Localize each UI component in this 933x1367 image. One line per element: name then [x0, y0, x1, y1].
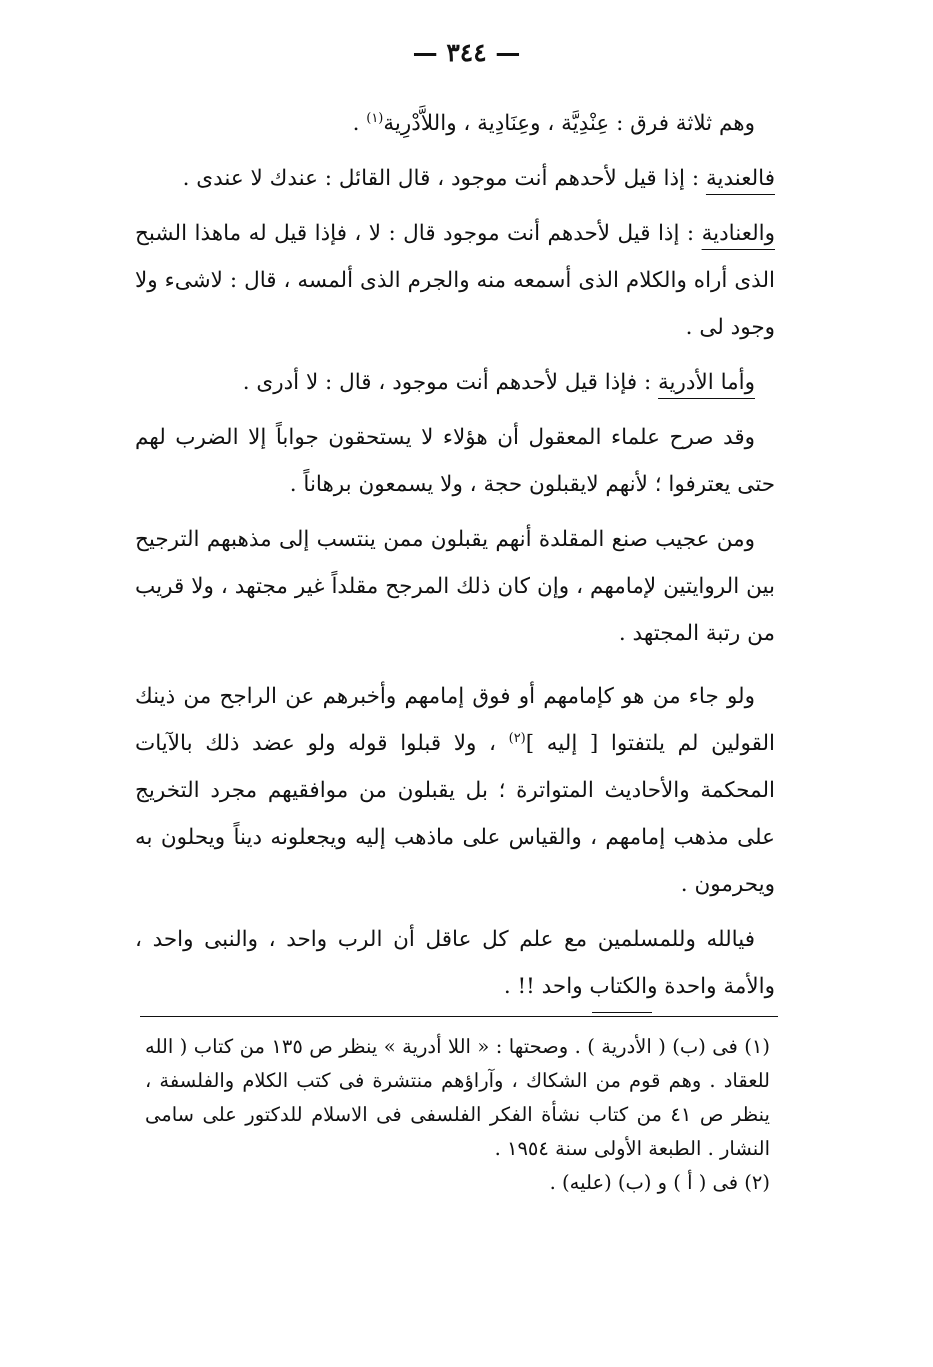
- paragraph-end: .: [352, 111, 367, 136]
- paragraph-sects: [135, 100, 775, 147]
- footnote-ref: (١): [366, 110, 384, 126]
- paragraph-text: : إذا قيل لأحدهم أنت موجود قال : لا ، فإذا قيل له ماهذا الشبح الذى أراه والكلام الذى أسمعه منه والجرم الذى ألمسه ، قال : لاشىء ولا وجود لى .: [135, 221, 775, 340]
- term-heading: والعنادية: [701, 221, 775, 246]
- paragraph-closing: فيالله وللمسلمين مع علم كل عاقل أن الرب واحد ، والنبى واحد ، والأمة واحدة والكتاب واحد !! .: [135, 927, 775, 999]
- footnote-2: (٢) فى ( أ ) و (ب) (عليه) .: [549, 1171, 770, 1194]
- footnotes: [145, 1030, 770, 1200]
- paragraph-text: ولو جاء من هو كإمامهم أو فوق إمامهم وأخبرهم عن الراجح من ذينك القولين لم يلتفتوا [ إليه ]: [135, 684, 775, 756]
- footnote-ref: (٢): [508, 730, 526, 746]
- paragraph-text: وهم ثلاثة فرق : عِنْدِيَّة ، وعِنَادِية ، واللاَّدْرِية: [383, 111, 755, 136]
- term-heading: وأما الأدرية: [658, 370, 755, 395]
- term-heading: فالعندية: [705, 166, 775, 191]
- footnote-divider: [140, 1016, 778, 1017]
- paragraph-imam: [135, 673, 775, 908]
- paragraph-scholars: وقد صرح علماء المعقول أن هؤلاء لا يستحقون جواباً إلا الضرب لهم حتى يعترفوا ؛ لأنهم لايقبلون حجة ، ولا يسمعون برهاناً .: [135, 425, 775, 497]
- footnote-1: (١) فى (ب) ( الأدرية ) . وصحتها : « اللا أدرية » ينظر ص ١٣٥ من كتاب ( الله للعقاد . وهم قوم من الشكاك ، وآراؤهم منتشرة فى كتب الكلام والفلسفة ، ينظر ص ٤١ من كتاب نشأة الفكر الفلسفى فى الاسلام للدكتور على سامى النشار . الطبعة الأولى سنة ١٩٥٤ .: [145, 1035, 770, 1160]
- paragraph-text: : إذا قيل لأحدهم أنت موجود ، قال القائل : عندك لا عندى .: [182, 166, 706, 191]
- main-text: [135, 100, 775, 1010]
- footnote-divider-short: [592, 1012, 652, 1013]
- paragraph-text: : فإذا قيل لأحدهم أنت موجود ، قال : لا أدرى .: [242, 370, 659, 395]
- paragraph-end: ، ولا قبلوا قوله ولو عضد ذلك بالآيات المحكمة والأحاديث المتواترة ؛ بل يقبلون من موافقيهم مجرد التخريج على مذهب إمامهم ، والقياس على ماذهب إليه ويجعلونه ديناً ويحلون به ويحرمون .: [135, 731, 775, 897]
- page-number: — ٣٤٤ —: [412, 38, 521, 67]
- paragraph-imitators: ومن عجيب صنع المقلدة أنهم يقبلون ممن ينتسب إلى مذهبهم الترجيح بين الروايتين لإمامهم ، وإن كان ذلك المرجح مقلداً غير مجتهد ، ولا قريب من رتبة المجتهد .: [135, 527, 775, 646]
- paragraph-adriyya: [135, 359, 775, 406]
- paragraph-inadiyya: [135, 210, 775, 351]
- paragraph-indiyya: [135, 155, 775, 202]
